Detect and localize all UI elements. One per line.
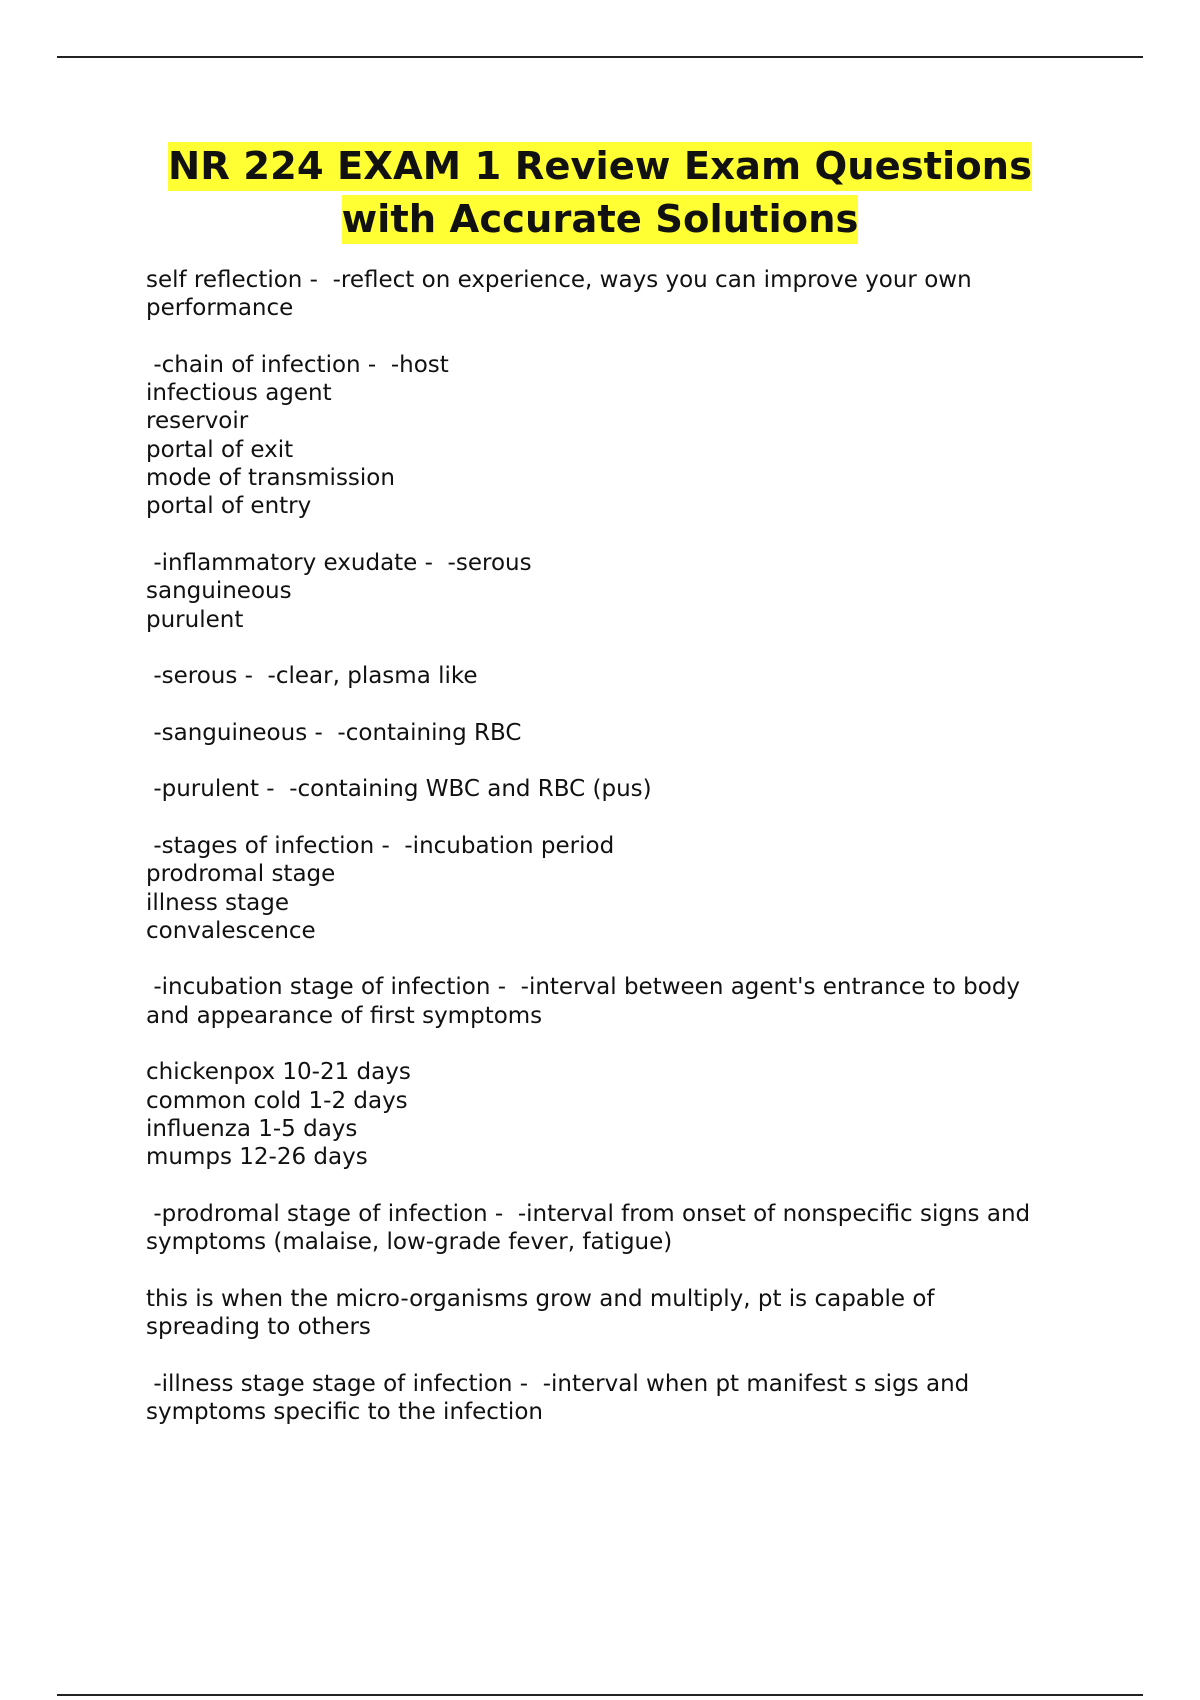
entry-line: symptoms specific to the infection	[146, 1398, 543, 1425]
qa-entry	[146, 775, 1086, 803]
entry-line: performance	[146, 295, 294, 322]
entry-line: this is when the micro-organisms grow and multiply, pt is capable of	[146, 1285, 935, 1312]
document-body	[146, 266, 1086, 1426]
qa-entry	[146, 832, 1086, 945]
entry-line: prodromal stage	[146, 861, 336, 888]
entry-line: mumps 12-26 days	[146, 1144, 368, 1171]
entry-line: -sanguineous - -containing RBC	[146, 719, 522, 746]
qa-entry	[146, 662, 1086, 690]
entry-line: common cold 1-2 days	[146, 1087, 408, 1114]
qa-entry	[146, 549, 1086, 634]
qa-entry	[146, 973, 1086, 1030]
entry-line: -inflammatory exudate - -serous	[146, 549, 532, 576]
title-line-1: NR 224 EXAM 1 Review Exam Questions	[167, 144, 1033, 189]
entry-line: -serous - -clear, plasma like	[146, 663, 478, 690]
entry-line: -incubation stage of infection - -interval between agent's entrance to body	[146, 974, 1021, 1001]
entry-line: infectious agent	[146, 380, 332, 407]
entry-line: influenza 1-5 days	[146, 1115, 358, 1142]
entry-line: sanguineous	[146, 578, 292, 605]
entry-line: spreading to others	[146, 1313, 371, 1340]
entry-line: symptoms (malaise, low-grade fever, fatigue)	[146, 1229, 673, 1256]
entry-line: self reflection - -reflect on experience, ways you can improve your own	[146, 267, 972, 293]
entry-line: -illness stage stage of infection - -interval when pt manifest s sigs and	[146, 1370, 970, 1397]
entry-line: reservoir	[146, 408, 249, 435]
qa-entry	[146, 1200, 1086, 1257]
entry-line: portal of entry	[146, 493, 312, 520]
qa-entry	[146, 1058, 1086, 1171]
entry-line: -prodromal stage of infection - -interval from onset of nonspecific signs and	[146, 1200, 1031, 1227]
entry-line: chickenpox 10-21 days	[146, 1059, 411, 1086]
entry-line: mode of transmission	[146, 465, 395, 492]
entry-line: illness stage	[146, 889, 290, 916]
bottom-divider	[57, 1694, 1143, 1696]
document-title	[100, 144, 1100, 250]
title-line-2: with Accurate Solutions	[341, 197, 859, 242]
qa-entry	[146, 266, 1086, 323]
qa-entry	[146, 719, 1086, 747]
qa-entry	[146, 351, 1086, 521]
entry-line: -chain of infection - -host	[146, 351, 449, 378]
entry-line: convalescence	[146, 917, 316, 944]
entry-line: -purulent - -containing WBC and RBC (pus)	[146, 776, 652, 803]
top-divider	[57, 56, 1143, 58]
entry-line: and appearance of first symptoms	[146, 1002, 543, 1029]
entry-line: portal of exit	[146, 436, 294, 463]
entry-line: purulent	[146, 606, 244, 633]
qa-entry	[146, 1285, 1086, 1342]
qa-entry	[146, 1370, 1086, 1427]
entry-line: -stages of infection - -incubation period	[146, 832, 615, 859]
